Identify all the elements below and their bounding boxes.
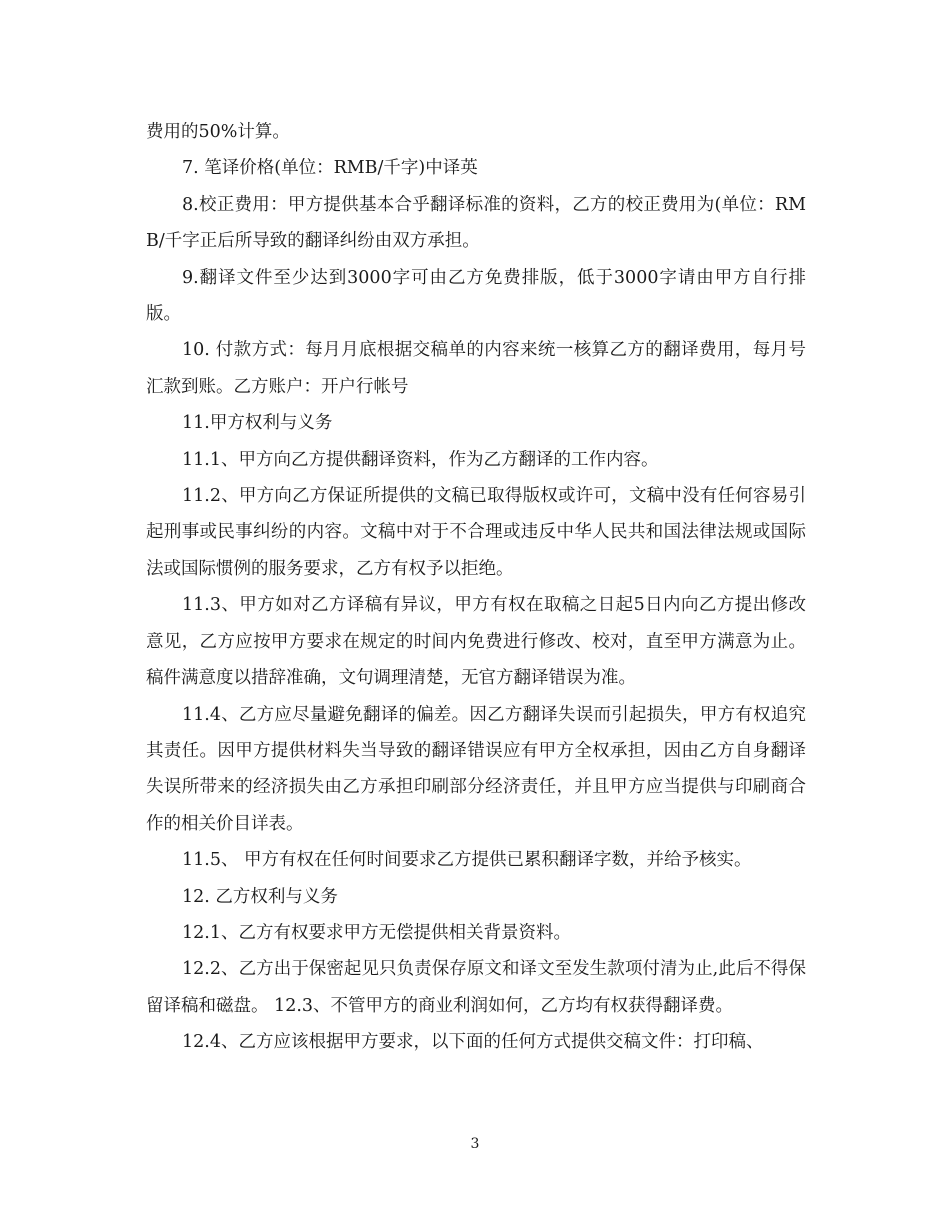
paragraph-item-11-1: 11.1、甲方向乙方提供翻译资料，作为乙方翻译的工作内容。 [182,449,659,470]
paragraph-item-8-proofreading-fee: 8.校正费用：甲方提供基本合乎翻译标准的资料，乙方的校正费用为(单位：RMB/千字正后所导致的翻译纠纷由双方承担。 [146,194,806,252]
paragraph-item-9-typesetting: 9.翻译文件至少达到3000字可由乙方免费排版，低于3000字请由甲方自行排版。 [146,267,806,325]
paragraph-item-11-2: 11.2、甲方向乙方保证所提供的文稿已取得版权或许可，文稿中没有任何容易引起刑事或民事纠纷的内容。文稿中对于不合理或违反中华人民共和国法律法规或国际法或国际惯例的服务要求，乙方有权予以拒绝。 [146,486,806,579]
paragraph-item-10-payment-method: 10. 付款方式：每月月底根据交稿单的内容来统一核算乙方的翻译费用，每月号汇款到账。乙方账户：开户行帐号 [146,340,806,397]
paragraph-item-11-3: 11.3、甲方如对乙方译稿有异议，甲方有权在取稿之日起5日内向乙方提出修改意见，乙方应按甲方要求在规定的时间内免费进行修改、校对，直至甲方满意为止。稿件满意度以措辞准确，文句调理清楚，无官方翻译错误为准。 [146,595,806,689]
section-heading-12-party-b-rights: 12. 乙方权利与义务 [182,886,338,907]
paragraph-item-12-1: 12.1、乙方有权要求甲方无偿提供相关背景资料。 [182,922,571,943]
paragraph-item-11-5: 11.5、 甲方有权在任何时间要求乙方提供已累积翻译字数，并给予核实。 [182,850,752,871]
document-body [146,114,806,1061]
paragraph-item-12-4: 12.4、乙方应该根据甲方要求，以下面的任何方式提供交稿文件：打印稿、 [182,1032,764,1053]
paragraph-item-11-4: 11.4、乙方应尽量避免翻译的偏差。因乙方翻译失误而引起损失，甲方有权追究其责任。因甲方提供材料失当导致的翻译错误应有甲方全权承担，因由乙方自身翻译失误所带来的经济损失由乙方承担印刷部分经济责任，并且甲方应当提供与印刷商合作的相关价目详表。 [146,704,806,834]
page-number: 3 [470,1136,480,1152]
paragraph-item-7-translation-price: 7. 笔译价格(单位：RMB/千字)中译英 [182,158,478,179]
paragraph-item-12-2-and-12-3: 12.2、乙方出于保密起见只负责保存原文和译文至发生款项付清为止,此后不得保留译稿和磁盘。 12.3、不管甲方的商业利润如何，乙方均有权获得翻译费。 [146,959,806,1016]
section-heading-11-party-a-rights: 11.甲方权利与义务 [182,413,333,434]
paragraph-fee-continuation: 费用的50%计算。 [146,122,290,142]
